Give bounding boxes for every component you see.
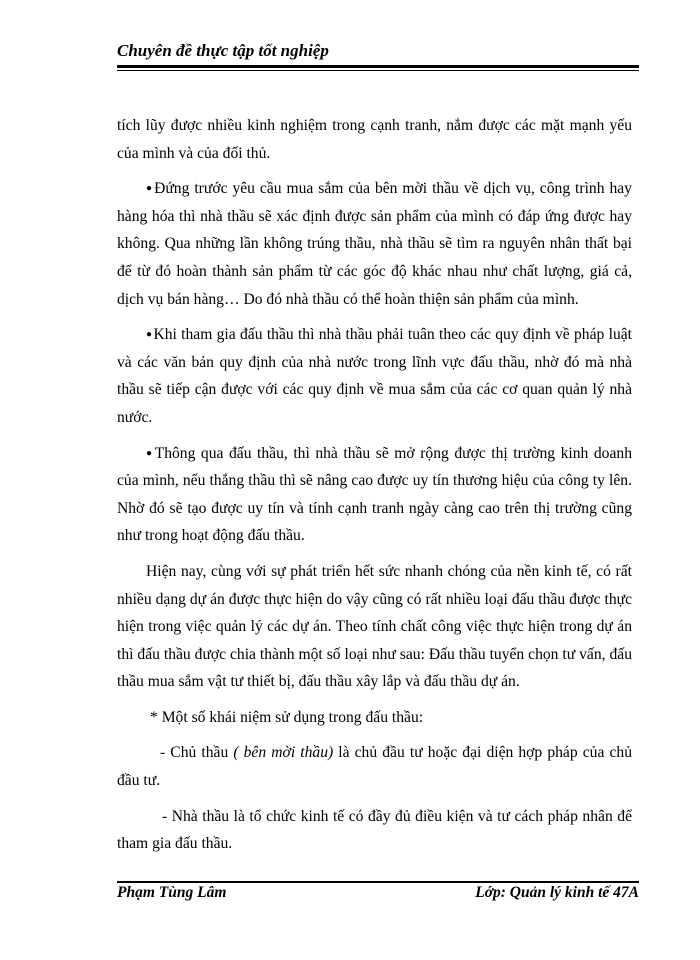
- paragraph-6: [117, 704, 632, 732]
- paragraph-3: [117, 321, 632, 431]
- paragraph-8-text: - Nhà thầu là tổ chức kinh tế có đầy đủ điều kiện và tư cách pháp nhân để tham gia đấu thầu.: [117, 807, 632, 853]
- header-title: Chuyên đề thực tập tốt nghiệp: [117, 41, 329, 60]
- footer-author: Phạm Tùng Lâm: [117, 884, 227, 901]
- paragraph-5: [117, 558, 632, 696]
- paragraph-4-text: Thông qua đấu thầu, thì nhà thầu sẽ mở rộng được thị trường kinh doanh của mình, nếu thắng thầu thì sẽ nâng cao được uy tín thương hiệu của công ty lên. Nhờ đó sẽ tạo được uy tín và tính cạnh tranh ngày càng cao trên thị trường cũng như trong hoạt động đấu thầu.: [117, 444, 632, 545]
- bullet-icon: ●: [146, 329, 153, 341]
- paragraph-7-pre: - Chủ thầu: [160, 744, 234, 762]
- paragraph-7: [117, 739, 632, 794]
- paragraph-2-text: Đứng trước yêu cầu mua sắm của bên mời thầu về dịch vụ, công trình hay hàng hóa thì nhà thầu sẽ xác định được sản phẩm của mình có đáp ứng được hay không. Qua những lần không trúng thầu, nhà thầu sẽ tìm ra nguyên nhân thất bại để từ đó hoàn thành sản phẩm từ các góc độ khác nhau như chất lượng, giá cả, dịch vụ bán hàng… Do đó nhà thầu có thể hoàn thiện sản phẩm của mình.: [117, 180, 632, 308]
- paragraph-6-text: * Một số khái niệm sử dụng trong đấu thầu:: [150, 708, 424, 726]
- footer-class: Lớp: Quản lý kinh tế 47A: [475, 884, 639, 901]
- paragraph-4: [117, 440, 632, 550]
- paragraph-3-text: Khi tham gia đấu thầu thì nhà thầu phải tuân theo các quy định về pháp luật và các văn bản quy định của nhà nước trong lĩnh vực đấu thầu, nhờ đó mà nhà thầu sẽ tiếp cận được với các quy định về mua sắm của các cơ quan quản lý nhà nước.: [117, 326, 632, 426]
- paragraph-7-italic: ( bên mời thầu): [233, 744, 334, 762]
- paragraph-7-post: là chủ đầu tư hoặc đại diện hợp pháp của chủ đầu tư.: [117, 744, 632, 790]
- footer-rule: [117, 881, 639, 883]
- header-rule-thin: [117, 70, 639, 71]
- header-rule-thick: [117, 65, 639, 68]
- bullet-icon: ●: [146, 183, 154, 195]
- paragraph-5-text: Hiện nay, cùng với sự phát triển hết sức nhanh chóng của nền kinh tế, có rất nhiều dạng dự án được thực hiện do vậy cũng có rất nhiều loại đấu thầu được thực hiện trong việc quản lý các dự án. Theo tính chất công việc thực hiện trong dự án thì đấu thầu được chia thành một số loại như sau: Đấu thầu tuyển chọn tư vấn, đấu thầu mua sắm vật tư thiết bị, đấu thầu xây lắp và đấu thầu dự án.: [117, 562, 632, 691]
- paragraph-1: [117, 112, 632, 167]
- document-body: [117, 112, 632, 866]
- paragraph-8: [117, 803, 632, 858]
- paragraph-2: [117, 175, 632, 313]
- bullet-icon: ●: [146, 447, 154, 459]
- paragraph-1-text: tích lũy được nhiều kinh nghiệm trong cạnh tranh, nắm được các mặt mạnh yếu của mình và của đối thủ.: [117, 117, 632, 162]
